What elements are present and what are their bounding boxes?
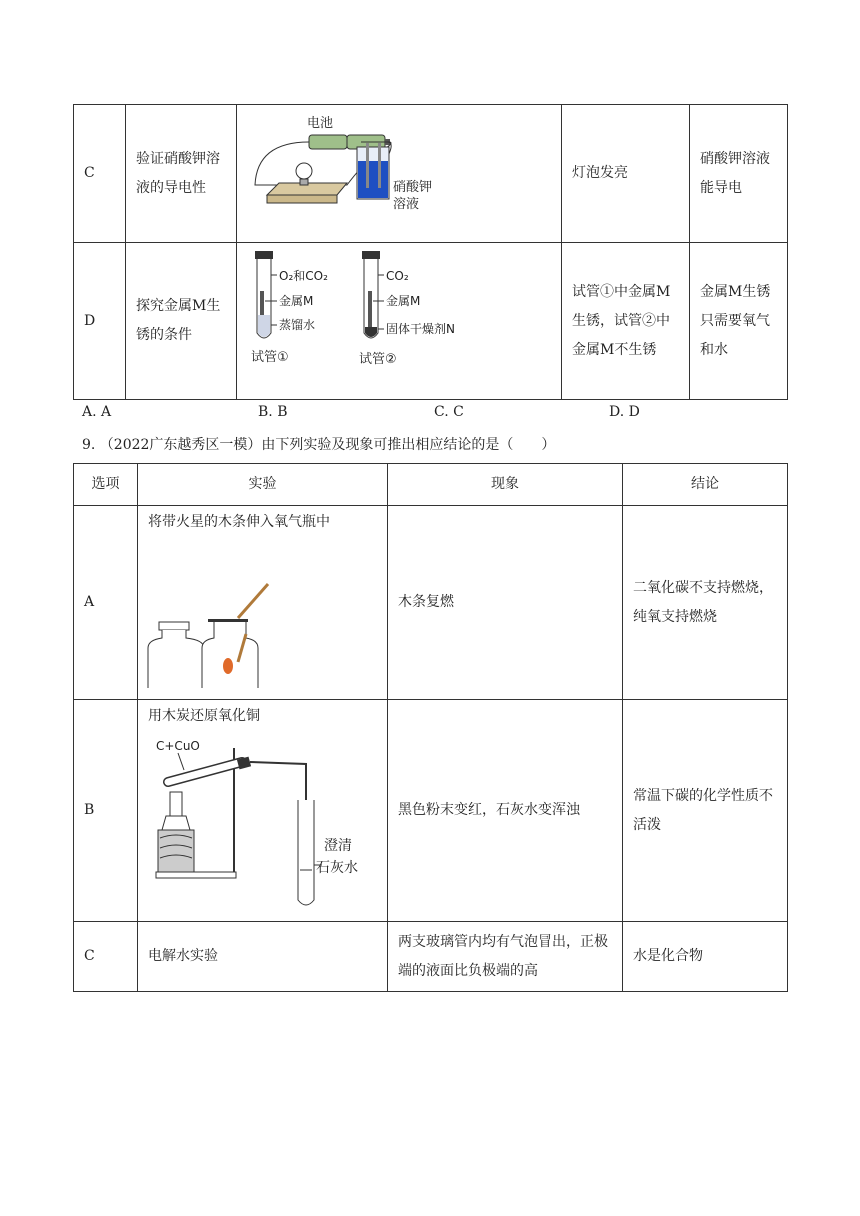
t2-solid-label: 固体干燥剂N [386,322,455,336]
option-cell: B [74,700,138,922]
experiment-cell: 电解水实验 [138,922,388,992]
solution-label-1: 硝酸钾 [393,180,433,195]
solution-label-2: 溶液 [393,197,420,212]
carbon-reduction-figure [138,700,388,910]
t1-metal-label: 金属M [279,294,314,308]
table-header-row [74,464,788,506]
experiment-title: 将带火星的木条伸入氧气瓶中 [148,514,330,530]
answer-options [82,404,782,426]
header-conclusion: 结论 [623,464,788,506]
conclusion-cell: 水是化合物 [623,922,788,992]
limewater-label-2: 石灰水 [316,860,358,876]
oxygen-bottle-figure [138,506,388,688]
conclusion-cell: 硝酸钾溶液能导电 [690,105,788,243]
header-phenomenon: 现象 [388,464,623,506]
option-a[interactable]: A. A [82,404,112,420]
t2-gas-label: CO₂ [386,269,409,283]
table-row [74,506,788,700]
t1-name-label: 试管① [251,350,289,365]
question8-table [73,104,788,400]
figure-cell [237,243,562,400]
test-tube-figure [237,243,562,388]
option-c[interactable]: C. C [434,404,464,420]
phenomenon-cell: 试管①中金属M生锈，试管②中金属M不生锈 [562,243,690,400]
conclusion-cell: 二氧化碳不支持燃烧，纯氧支持燃烧 [623,506,788,700]
phenomenon-cell: 灯泡发亮 [562,105,690,243]
question9-table [73,463,788,992]
figure-cell [237,105,562,243]
experiment-title: 用木炭还原氧化铜 [148,708,260,724]
conductivity-apparatus-figure [237,105,562,231]
t1-gas-label: O₂和CO₂ [279,269,328,283]
conclusion-cell: 常温下碳的化学性质不活泼 [623,700,788,922]
table-row [74,922,788,992]
phenomenon-cell: 木条复燃 [388,506,623,700]
option-cell: D [74,243,126,400]
table-row [74,243,788,400]
t2-name-label: 试管② [359,352,397,367]
t1-liquid-label: 蒸馏水 [279,318,316,332]
question9-text: 9. （2022广东越秀区一模）由下列实验及现象可推出相应结论的是（ ） [82,437,556,453]
header-experiment: 实验 [138,464,388,506]
reactants-label: C+CuO [156,739,200,753]
table-row [74,700,788,922]
option-cell: A [74,506,138,700]
table-row [74,105,788,243]
option-b[interactable]: B. B [258,404,288,420]
purpose-cell: 探究金属M生锈的条件 [126,243,237,400]
t2-metal-label: 金属M [386,294,421,308]
limewater-label-1: 澄清 [324,838,352,854]
option-d[interactable]: D. D [609,404,640,420]
battery-label: 电池 [307,116,334,131]
option-cell: C [74,922,138,992]
experiment-cell [138,506,388,700]
experiment-cell [138,700,388,922]
header-option: 选项 [74,464,138,506]
conclusion-cell: 金属M生锈只需要氧气和水 [690,243,788,400]
purpose-cell: 验证硝酸钾溶液的导电性 [126,105,237,243]
option-cell: C [74,105,126,243]
phenomenon-cell: 两支玻璃管内均有气泡冒出，正极端的液面比负极端的高 [388,922,623,992]
phenomenon-cell: 黑色粉末变红，石灰水变浑浊 [388,700,623,922]
